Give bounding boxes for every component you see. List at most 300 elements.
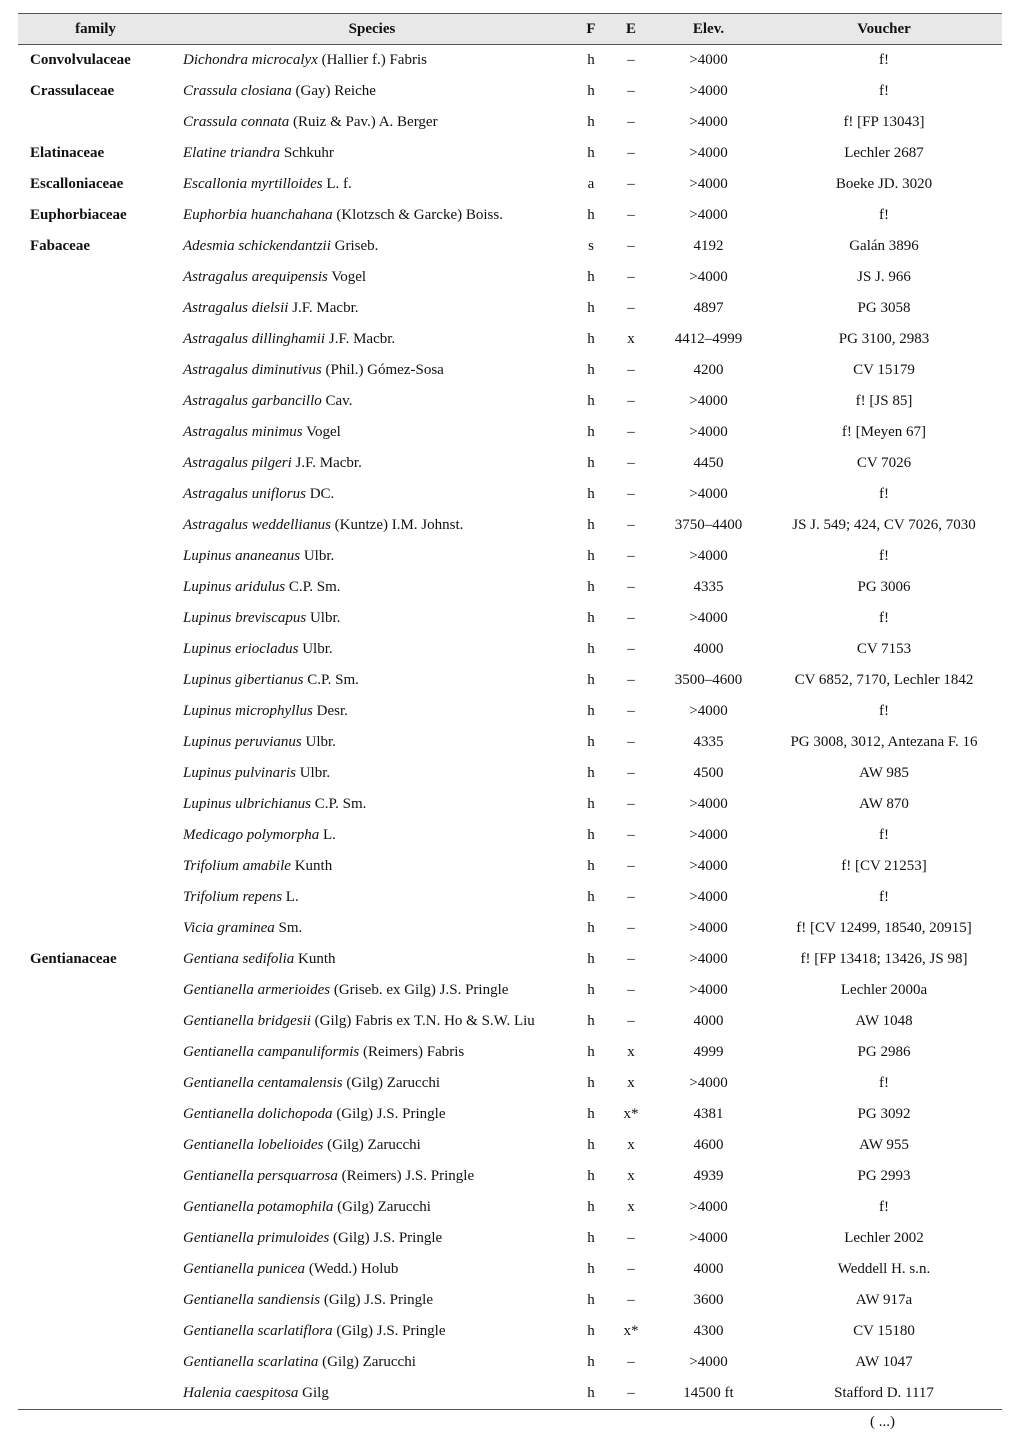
species-author: (Gay) Reiche: [291, 83, 376, 99]
family-cell: [18, 1223, 173, 1254]
table-row: [18, 1347, 1002, 1378]
species-author: J.F. Macbr.: [325, 331, 396, 347]
growth-form-cell: a: [587, 176, 595, 192]
species-author: (Griseb. ex Gilg) J.S. Pringle: [330, 982, 509, 998]
table-row: [18, 510, 1002, 541]
species-name: Gentianella dolichopoda: [183, 1106, 333, 1122]
species-author: (Gilg) J.S. Pringle: [329, 1230, 443, 1246]
voucher-cell: f!: [879, 703, 889, 719]
family-cell: [18, 1347, 173, 1378]
voucher-cell: JS J. 549; 424, CV 7026, 7030: [792, 517, 976, 533]
voucher-cell: Boeke JD. 3020: [835, 176, 933, 192]
species-name: Lupinus gibertianus: [183, 672, 304, 688]
table-row: [18, 417, 1002, 448]
growth-form-cell: h: [587, 114, 595, 130]
family-cell: [18, 1378, 173, 1410]
header-family: family: [18, 14, 173, 45]
species-name: Lupinus pulvinaris: [183, 765, 296, 781]
species-cell: [173, 1285, 571, 1316]
species-author: C.P. Sm.: [303, 672, 359, 688]
endemic-cell: –: [627, 1354, 635, 1370]
elevation-cell: 3750–4400: [674, 517, 743, 533]
table-header-row: [18, 14, 1002, 45]
growth-form-cell: h: [587, 207, 595, 223]
elevation-cell: 4939: [693, 1168, 724, 1184]
elevation-cell: >4000: [689, 83, 728, 99]
growth-form-cell: h: [587, 1323, 595, 1339]
species-name: Gentianella campanuliformis: [183, 1044, 360, 1060]
elevation-cell: 4412–4999: [674, 331, 743, 347]
elevation-cell: 4450: [693, 455, 724, 471]
family-cell: [18, 107, 173, 138]
elevation-cell: >4000: [689, 145, 728, 161]
table-row: [18, 665, 1002, 696]
elevation-cell: >4000: [689, 52, 728, 68]
elevation-cell: 4335: [693, 579, 724, 595]
voucher-cell: PG 3058: [857, 300, 911, 316]
species-cell: [173, 138, 571, 169]
header-voucher: Voucher: [766, 14, 1002, 45]
species-cell: [173, 789, 571, 820]
family-cell: Gentianaceae: [30, 951, 117, 967]
endemic-cell: –: [627, 269, 635, 285]
growth-form-cell: h: [587, 1230, 595, 1246]
table-row: [18, 293, 1002, 324]
species-author: (Reimers) Fabris: [359, 1044, 465, 1060]
table-row: [18, 1223, 1002, 1254]
species-name: Lupinus eriocladus: [183, 641, 299, 657]
species-name: Astragalus minimus: [183, 424, 303, 440]
table-row: [18, 231, 1002, 262]
family-cell: [18, 1006, 173, 1037]
voucher-cell: CV 15179: [853, 362, 915, 378]
species-author: (Phil.) Gómez-Sosa: [321, 362, 444, 378]
growth-form-cell: h: [587, 455, 595, 471]
elevation-cell: >4000: [689, 827, 728, 843]
family-cell: [18, 1285, 173, 1316]
species-name: Lupinus peruvianus: [183, 734, 302, 750]
growth-form-cell: h: [587, 827, 595, 843]
endemic-cell: x: [627, 1137, 635, 1153]
elevation-cell: >4000: [689, 176, 728, 192]
voucher-cell: Weddell H. s.n.: [837, 1261, 931, 1277]
family-cell: [18, 727, 173, 758]
table-row: [18, 448, 1002, 479]
growth-form-cell: h: [587, 269, 595, 285]
table-row: [18, 386, 1002, 417]
table-row: [18, 1316, 1002, 1347]
table-row: [18, 169, 1002, 200]
species-name: Gentianella bridgesii: [183, 1013, 311, 1029]
species-cell: [173, 1192, 571, 1223]
endemic-cell: –: [627, 486, 635, 502]
growth-form-cell: h: [587, 424, 595, 440]
growth-form-cell: h: [587, 486, 595, 502]
species-author: DC.: [305, 486, 335, 502]
table-row: [18, 913, 1002, 944]
table-row: [18, 944, 1002, 975]
species-cell: [173, 1254, 571, 1285]
species-name: Lupinus breviscapus: [183, 610, 307, 626]
species-cell: [173, 1378, 571, 1410]
species-author: (Gilg) J.S. Pringle: [332, 1106, 446, 1122]
species-cell: [173, 944, 571, 975]
table-row: [18, 1161, 1002, 1192]
growth-form-cell: h: [587, 765, 595, 781]
family-cell: [18, 541, 173, 572]
growth-form-cell: h: [587, 83, 595, 99]
family-cell: [18, 386, 173, 417]
endemic-cell: –: [627, 858, 635, 874]
species-name: Escallonia myrtilloides: [183, 176, 323, 192]
endemic-cell: –: [611, 1378, 651, 1410]
species-author: (Reimers) J.S. Pringle: [337, 1168, 475, 1184]
endemic-cell: x: [627, 1168, 635, 1184]
species-cell: [173, 200, 571, 231]
voucher-cell: f!: [879, 827, 889, 843]
voucher-cell: AW 1048: [855, 1013, 913, 1029]
voucher-cell: Lechler 2000a: [840, 982, 928, 998]
voucher-cell: f!: [879, 207, 889, 223]
elevation-cell: >4000: [689, 1354, 728, 1370]
family-cell: [18, 913, 173, 944]
species-cell: [173, 262, 571, 293]
voucher-cell: f! [FP 13418; 13426, JS 98]: [800, 951, 968, 967]
species-cell: [173, 1037, 571, 1068]
species-author: L.: [282, 889, 299, 905]
species-table-page: [18, 13, 1002, 1410]
table-row: [18, 634, 1002, 665]
species-name: Euphorbia huanchahana: [183, 207, 333, 223]
species-cell: [173, 386, 571, 417]
elevation-cell: >4000: [689, 114, 728, 130]
endemic-cell: –: [627, 145, 635, 161]
table-row: [18, 1130, 1002, 1161]
species-cell: [173, 1130, 571, 1161]
endemic-cell: x: [627, 331, 635, 347]
species-cell: [173, 758, 571, 789]
voucher-cell: Galán 3896: [849, 238, 919, 254]
elevation-cell: >4000: [689, 207, 728, 223]
table-row: [18, 851, 1002, 882]
growth-form-cell: h: [587, 858, 595, 874]
species-author: (Gilg) Zarucchi: [318, 1354, 416, 1370]
table-row: [18, 107, 1002, 138]
species-name: Dichondra microcalyx: [183, 52, 318, 68]
species-name: Gentianella scarlatiflora: [183, 1323, 333, 1339]
species-cell: [173, 324, 571, 355]
table-row: [18, 882, 1002, 913]
growth-form-cell: h: [587, 796, 595, 812]
species-author: Vogel: [327, 269, 367, 285]
endemic-cell: –: [627, 300, 635, 316]
species-author: Griseb.: [330, 238, 379, 254]
voucher-cell: AW 870: [859, 796, 909, 812]
species-cell: [173, 479, 571, 510]
family-cell: [18, 603, 173, 634]
endemic-cell: –: [627, 641, 635, 657]
elevation-cell: 4200: [693, 362, 724, 378]
growth-form-cell: h: [587, 145, 595, 161]
elevation-cell: >4000: [689, 269, 728, 285]
endemic-cell: –: [627, 796, 635, 812]
species-cell: [173, 417, 571, 448]
continuation-marker: ( ...): [870, 1414, 895, 1430]
endemic-cell: –: [627, 920, 635, 936]
family-cell: [18, 1192, 173, 1223]
growth-form-cell: h: [587, 641, 595, 657]
voucher-cell: f! [FP 13043]: [843, 114, 925, 130]
elevation-cell: >4000: [689, 858, 728, 874]
voucher-cell: PG 3100, 2983: [838, 331, 930, 347]
species-name: Crassula closiana: [183, 83, 292, 99]
endemic-cell: –: [627, 548, 635, 564]
voucher-cell: f!: [879, 548, 889, 564]
species-cell: [173, 76, 571, 107]
table-body: [18, 45, 1002, 1410]
voucher-cell: AW 917a: [855, 1292, 913, 1308]
endemic-cell: –: [627, 1261, 635, 1277]
family-cell: Fabaceae: [30, 238, 90, 254]
elevation-cell: >4000: [689, 703, 728, 719]
elevation-cell: >4000: [689, 424, 728, 440]
voucher-cell: f!: [879, 1075, 889, 1091]
table-row: [18, 479, 1002, 510]
family-cell: [18, 355, 173, 386]
table-row: [18, 76, 1002, 107]
elevation-cell: 4335: [693, 734, 724, 750]
endemic-cell: –: [627, 1230, 635, 1246]
species-author: J.F. Macbr.: [288, 300, 359, 316]
voucher-cell: PG 2993: [857, 1168, 911, 1184]
species-cell: [173, 169, 571, 200]
elevation-cell: 4999: [693, 1044, 724, 1060]
voucher-cell: f!: [879, 1199, 889, 1215]
voucher-cell: AW 955: [859, 1137, 909, 1153]
table-row: [18, 727, 1002, 758]
growth-form-cell: h: [587, 1137, 595, 1153]
species-cell: [173, 45, 571, 77]
family-cell: [18, 1316, 173, 1347]
growth-form-cell: h: [587, 734, 595, 750]
voucher-cell: PG 3006: [857, 579, 911, 595]
growth-form-cell: h: [587, 331, 595, 347]
table-row: [18, 1037, 1002, 1068]
species-table: [18, 13, 1002, 1410]
voucher-cell: Stafford D. 1117: [766, 1378, 1002, 1410]
species-cell: [173, 696, 571, 727]
family-cell: [18, 789, 173, 820]
species-cell: [173, 603, 571, 634]
elevation-cell: >4000: [689, 393, 728, 409]
growth-form-cell: h: [587, 1199, 595, 1215]
table-row: [18, 603, 1002, 634]
family-cell: [18, 665, 173, 696]
growth-form-cell: h: [587, 393, 595, 409]
voucher-cell: f! [CV 21253]: [841, 858, 927, 874]
growth-form-cell: h: [587, 52, 595, 68]
endemic-cell: –: [627, 1292, 635, 1308]
species-name: Gentianella primuloides: [183, 1230, 330, 1246]
elevation-cell: >4000: [689, 548, 728, 564]
species-cell: [173, 541, 571, 572]
family-cell: [18, 510, 173, 541]
table-row: [18, 138, 1002, 169]
elevation-cell: >4000: [689, 1075, 728, 1091]
species-name: Gentianella sandiensis: [183, 1292, 321, 1308]
elevation-cell: >4000: [689, 951, 728, 967]
growth-form-cell: h: [587, 1354, 595, 1370]
species-author: L. f.: [322, 176, 352, 192]
table-row: [18, 45, 1002, 77]
species-author: Sm.: [274, 920, 303, 936]
family-cell: [18, 1037, 173, 1068]
species-name: Astragalus diminutivus: [183, 362, 322, 378]
family-cell: [18, 572, 173, 603]
species-name: Astragalus uniflorus: [183, 486, 306, 502]
endemic-cell: –: [627, 455, 635, 471]
growth-form-cell: h: [587, 579, 595, 595]
species-author: (Gilg) Zarucchi: [333, 1199, 431, 1215]
table-row: [18, 696, 1002, 727]
species-cell: [173, 665, 571, 696]
species-name: Gentianella lobelioides: [183, 1137, 324, 1153]
species-name: Gentianella scarlatina: [183, 1354, 319, 1370]
species-name: Astragalus dillinghamii: [183, 331, 326, 347]
elevation-cell: 4897: [693, 300, 724, 316]
table-row: [18, 355, 1002, 386]
species-cell: [173, 913, 571, 944]
species-name: Crassula connata: [183, 114, 290, 130]
species-name: Medicago polymorpha: [183, 827, 320, 843]
voucher-cell: CV 7153: [856, 641, 912, 657]
growth-form-cell: h: [587, 1261, 595, 1277]
endemic-cell: –: [627, 889, 635, 905]
species-name: Astragalus pilgeri: [183, 455, 292, 471]
species-name: Astragalus weddellianus: [183, 517, 331, 533]
species-name: Astragalus garbancillo: [183, 393, 322, 409]
endemic-cell: –: [627, 734, 635, 750]
species-author: (Wedd.) Holub: [305, 1261, 399, 1277]
endemic-cell: –: [627, 610, 635, 626]
elevation-cell: 4000: [693, 1013, 724, 1029]
table-row: [18, 1254, 1002, 1285]
family-cell: [18, 1161, 173, 1192]
table-row: [18, 572, 1002, 603]
family-cell: [18, 324, 173, 355]
elevation-cell: 14500 ft: [651, 1378, 766, 1410]
species-author: J.F. Macbr.: [291, 455, 362, 471]
species-cell: [173, 107, 571, 138]
growth-form-cell: h: [587, 300, 595, 316]
elevation-cell: >4000: [689, 1199, 728, 1215]
endemic-cell: –: [627, 982, 635, 998]
species-author: Desr.: [312, 703, 348, 719]
voucher-cell: f!: [879, 486, 889, 502]
species-author: (Klotzsch & Garcke) Boiss.: [332, 207, 503, 223]
elevation-cell: 4000: [693, 1261, 724, 1277]
endemic-cell: x: [627, 1199, 635, 1215]
endemic-cell: x: [627, 1044, 635, 1060]
voucher-cell: f! [CV 12499, 18540, 20915]: [796, 920, 972, 936]
table-row: [18, 1192, 1002, 1223]
elevation-cell: >4000: [689, 796, 728, 812]
growth-form-cell: h: [587, 1044, 595, 1060]
family-cell: [18, 820, 173, 851]
species-name: Lupinus microphyllus: [183, 703, 313, 719]
growth-form-cell: h: [587, 1075, 595, 1091]
table-row: [18, 820, 1002, 851]
family-cell: Crassulaceae: [30, 83, 115, 99]
species-author: Ulbr.: [298, 641, 333, 657]
family-cell: [18, 975, 173, 1006]
species-cell: [173, 634, 571, 665]
species-cell: [173, 851, 571, 882]
header-f: F: [571, 14, 611, 45]
family-cell: [18, 696, 173, 727]
family-cell: [18, 293, 173, 324]
family-cell: [18, 758, 173, 789]
species-author: (Ruiz & Pav.) A. Berger: [289, 114, 438, 130]
species-cell: [173, 1347, 571, 1378]
elevation-cell: >4000: [689, 982, 728, 998]
elevation-cell: 4500: [693, 765, 724, 781]
elevation-cell: 3500–4600: [674, 672, 743, 688]
species-cell: [173, 572, 571, 603]
species-author: Cav.: [321, 393, 353, 409]
species-name: Adesmia schickendantzii: [183, 238, 331, 254]
species-author: Gilg: [298, 1385, 329, 1401]
species-author: C.P. Sm.: [285, 579, 341, 595]
voucher-cell: CV 7026: [856, 455, 912, 471]
table-row: [18, 541, 1002, 572]
growth-form-cell: h: [571, 1378, 611, 1410]
species-author: Kunth: [294, 951, 336, 967]
species-name: Astragalus dielsii: [183, 300, 289, 316]
species-author: (Gilg) Zarucchi: [342, 1075, 441, 1091]
species-cell: [173, 820, 571, 851]
growth-form-cell: h: [587, 1013, 595, 1029]
voucher-cell: f! [JS 85]: [855, 393, 913, 409]
family-cell: [18, 448, 173, 479]
species-author: (Gilg) J.S. Pringle: [332, 1323, 446, 1339]
endemic-cell: –: [627, 1013, 635, 1029]
family-cell: [18, 851, 173, 882]
species-author: Vogel: [302, 424, 341, 440]
table-row: [18, 789, 1002, 820]
growth-form-cell: h: [587, 920, 595, 936]
endemic-cell: x*: [623, 1106, 639, 1122]
species-author: C.P. Sm.: [310, 796, 367, 812]
elevation-cell: 4000: [693, 641, 724, 657]
growth-form-cell: h: [587, 951, 595, 967]
endemic-cell: –: [627, 424, 635, 440]
elevation-cell: >4000: [689, 486, 728, 502]
species-author: Kunth: [290, 858, 333, 874]
species-name: Lupinus aridulus: [183, 579, 286, 595]
species-name: Trifolium repens: [183, 889, 283, 905]
species-name: Trifolium amabile: [183, 858, 291, 874]
species-name: Elatine triandra: [183, 145, 281, 161]
family-cell: [18, 479, 173, 510]
species-cell: [173, 448, 571, 479]
growth-form-cell: h: [587, 1292, 595, 1308]
elevation-cell: >4000: [689, 1230, 728, 1246]
voucher-cell: f!: [879, 52, 889, 68]
table-row: [18, 1006, 1002, 1037]
voucher-cell: Lechler 2002: [844, 1230, 924, 1246]
species-cell: [173, 1223, 571, 1254]
